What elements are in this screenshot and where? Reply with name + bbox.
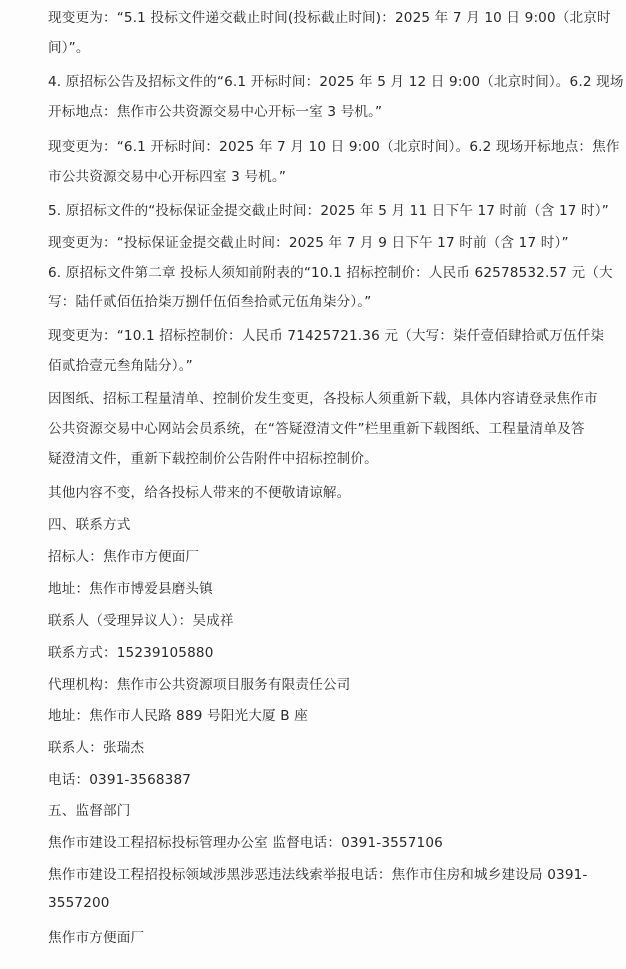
text-line: 现变更为：“10.1 招标控制价：人民币 71425721.36 元（大写：柒仟壹佰肆拾贰万伍仟柒 (48, 328, 605, 344)
text-line: 公共资源交易中心网站会员系统，在“答疑澄清文件”栏里重新下载图纸、工程量清单及答 (48, 421, 585, 437)
text-line: 地址：焦作市博爱县磨头镇 (48, 581, 213, 597)
text-line: 现变更为：“投标保证金提交截止时间：2025 年 7 月 9 日下午 17 时前（含 17 时）” (48, 235, 569, 251)
text-line: 因图纸、招标工程量清单、控制价发生变更，各投标人须重新下载，具体内容请登录焦作市 (48, 391, 598, 407)
text-line: 联系人（受理异议人）：吴成祥 (48, 613, 234, 629)
text-line: 代理机构：焦作市公共资源项目服务有限责任公司 (48, 677, 351, 693)
text-line: 佰贰拾壹元叁角陆分）。” (48, 358, 193, 374)
text-line: 疑澄清文件，重新下载控制价公告附件中招标控制价。 (48, 451, 378, 467)
text-line: 开标地点：焦作市公共资源交易中心开标一室 3 号机。” (48, 104, 383, 120)
section-heading: 四、联系方式 (48, 517, 131, 533)
text-line: 焦作市建设工程招标投标管理办公室 监督电话：0391-3557106 (48, 835, 443, 851)
text-line: 5. 原招标文件的“投标保证金提交截止时间：2025 年 5 月 11 日下午 17 时前（含 17 时）” (48, 203, 609, 219)
text-line: 6. 原招标文件第二章 投标人须知前附表的“10.1 招标控制价：人民币 62578532.57 元（大 (48, 265, 613, 281)
text-line: 写：陆仟贰佰伍拾柒万捌仟伍佰叁拾贰元伍角柒分）。” (48, 294, 372, 310)
text-line: 联系方式：15239105880 (48, 645, 214, 661)
text-line: 现变更为：“6.1 开标时间：2025 年 7 月 10 日 9:00（北京时间）。6.2 现场开标地点：焦作 (48, 139, 620, 155)
text-line: 电话：0391-3568387 (48, 772, 192, 788)
text-line: 4. 原招标公告及招标文件的“6.1 开标时间：2025 年 5 月 12 日 9:00（北京时间）。6.2 现场 (48, 74, 624, 90)
section-heading: 五、监督部门 (48, 803, 131, 819)
signature-line: 焦作市方便面厂 (48, 930, 145, 946)
text-line: 地址：焦作市人民路 889 号阳光大厦 B 座 (48, 708, 308, 724)
text-line: 3557200 (48, 895, 110, 911)
text-line: 焦作市建设工程招投标领域涉黑涉恶违法线索举报电话：焦作市住房和城乡建设局 0391- (48, 867, 588, 883)
text-line: 现变更为：“5.1 投标文件递交截止时间(投标截止时间)：2025 年 7 月 10 日 9:00（北京时 (48, 10, 611, 26)
text-line: 联系人：张瑞杰 (48, 740, 145, 756)
text-line: 招标人：焦作市方便面厂 (48, 549, 200, 565)
text-line: 其他内容不变，给各投标人带来的不便敬请谅解。 (48, 485, 351, 501)
text-line: 间）”。 (48, 40, 90, 56)
text-line: 市公共资源交易中心开标四室 3 号机。” (48, 169, 287, 185)
